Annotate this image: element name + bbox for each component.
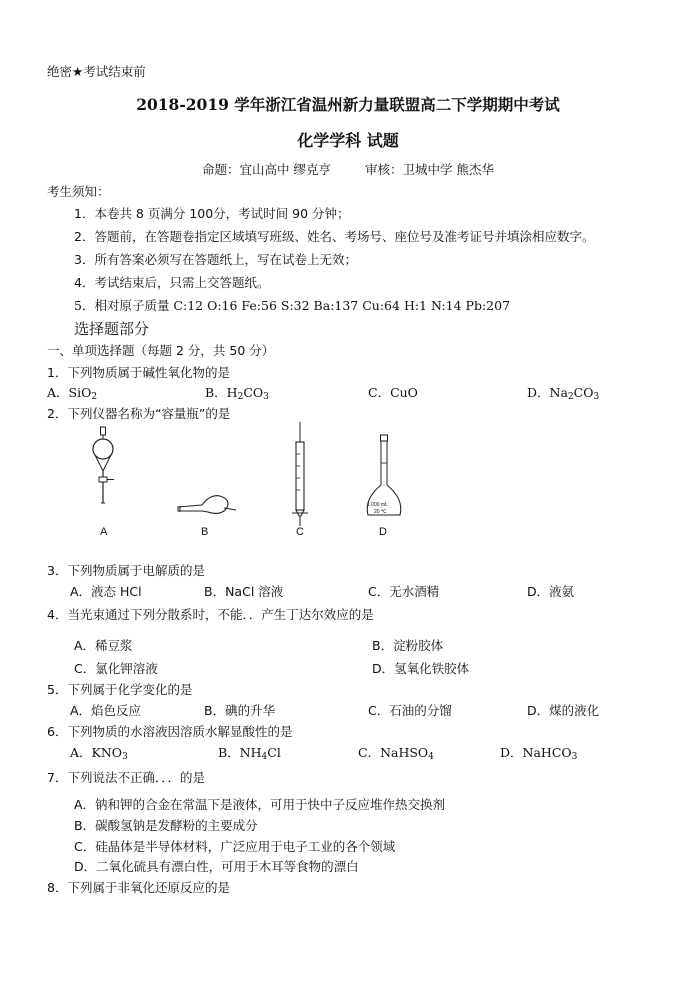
q1-option-a[interactable]: A．SiO$_2$ xyxy=(47,385,98,402)
q5-option-d[interactable]: D．煤的液化 xyxy=(527,703,600,718)
q3-option-b[interactable]: B．NaCl 溶液 xyxy=(204,584,284,599)
apparatus-c-burette xyxy=(286,420,316,530)
q4-option-d[interactable]: D．氢氧化铁胶体 xyxy=(372,661,470,676)
part-title: 选择题部分 xyxy=(74,320,150,338)
q7-option-c[interactable]: C．硅晶体是半导体材料，广泛应用于电子工业的各个领域 xyxy=(74,839,396,854)
question-7-stem: 7．下列说法不正确．．．的是 xyxy=(47,770,205,785)
q7-option-a[interactable]: A．钠和钾的合金在常温下是液体，可用于快中子反应堆作热交换剂 xyxy=(74,797,446,812)
q5-option-b[interactable]: B．碘的升华 xyxy=(204,703,276,718)
exam-subtitle: 化学学科 试题 xyxy=(297,131,399,150)
notice-item-3: 3．所有答案必须写在答题纸上，写在试卷上无效； xyxy=(74,252,357,267)
flask-temp-label: 20 ℃ xyxy=(374,509,387,515)
proposer: 命题：宜山高中 缪克亨 xyxy=(202,162,331,177)
q6-option-d[interactable]: D．NaHCO$_3$ xyxy=(500,745,578,762)
q7-option-d[interactable]: D．二氧化硫具有漂白性，可用于木耳等食物的漂白 xyxy=(74,859,359,874)
q1-option-d[interactable]: D．$Na_2CO_3$ xyxy=(527,385,600,402)
notice-item-2: 2．答题前，在答题卷指定区域填写班级、姓名、考场号、座位号及准考证号并填涂相应数字。 xyxy=(74,229,595,244)
flask-volume-label: 1 000 mL xyxy=(367,502,388,508)
q3-option-d[interactable]: D．液氨 xyxy=(527,584,575,599)
figure-label-a: A xyxy=(100,526,108,538)
exam-title: 2018-2019 学年浙江省温州新力量联盟高二下学期期中考试 xyxy=(136,95,560,114)
authors-line xyxy=(0,160,696,178)
q7-option-b[interactable]: B．碳酸氢钠是发酵粉的主要成分 xyxy=(74,818,258,833)
q1-option-c[interactable]: C．CuO xyxy=(368,385,418,400)
q3-option-c[interactable]: C．无水酒精 xyxy=(368,584,440,599)
notice-heading: 考生须知： xyxy=(47,184,110,199)
question-8-stem: 8．下列属于非氧化还原反应的是 xyxy=(47,880,230,895)
q3-option-a[interactable]: A．液态 HCl xyxy=(70,584,142,599)
q4-option-c[interactable]: C．氯化钾溶液 xyxy=(74,661,158,676)
question-2-stem: 2．下列仪器名称为“容量瓶”的是 xyxy=(47,406,231,421)
q1-option-b[interactable]: B．$H_2CO_3$ xyxy=(205,385,269,402)
figure-label-c: C xyxy=(296,526,304,538)
reviewer: 审核：卫城中学 熊杰华 xyxy=(365,162,494,177)
question-4-stem: 4．当光束通过下列分散系时，不能．．产生丁达尔效应的是 xyxy=(47,607,374,622)
q5-option-a[interactable]: A．焰色反应 xyxy=(70,703,142,718)
apparatus-a-separatory-funnel xyxy=(80,425,140,525)
q6-option-c[interactable]: C．NaHSO$_4$ xyxy=(358,745,434,762)
secret-label: 绝密★考试结束前 xyxy=(47,64,146,79)
notice-item-1: 1．本卷共 8 页满分 100分，考试时间 90 分钟； xyxy=(74,206,350,221)
q5-option-c[interactable]: C．石油的分馏 xyxy=(368,703,452,718)
question-3-stem: 3．下列物质属于电解质的是 xyxy=(47,563,205,578)
q4-option-a[interactable]: A．稀豆浆 xyxy=(74,638,133,653)
notice-item-5: 5．相对原子质量 C:12 O:16 Fe:56 S:32 Ba:137 Cu:64 H:1 N:14 Pb:207 xyxy=(74,298,511,313)
figure-label-d: D xyxy=(379,526,387,538)
q6-option-b[interactable]: B．$NH_4Cl$ xyxy=(218,745,281,762)
q4-option-b[interactable]: B．淀粉胶体 xyxy=(372,638,444,653)
q6-option-a[interactable]: A．$KNO_3$ xyxy=(70,745,128,762)
question-1-stem: 1．下列物质属于碱性氧化物的是 xyxy=(47,365,230,380)
notice-item-4: 4．考试结束后，只需上交答题纸。 xyxy=(74,275,270,290)
question-5-stem: 5．下列属于化学变化的是 xyxy=(47,682,193,697)
section-heading: 一、单项选择题（每题 2 分，共 50 分） xyxy=(47,343,275,358)
question-6-stem: 6．下列物质的水溶液因溶质水解显酸性的是 xyxy=(47,724,293,739)
figure-label-b: B xyxy=(201,526,209,538)
apparatus-b-retort xyxy=(174,488,240,518)
